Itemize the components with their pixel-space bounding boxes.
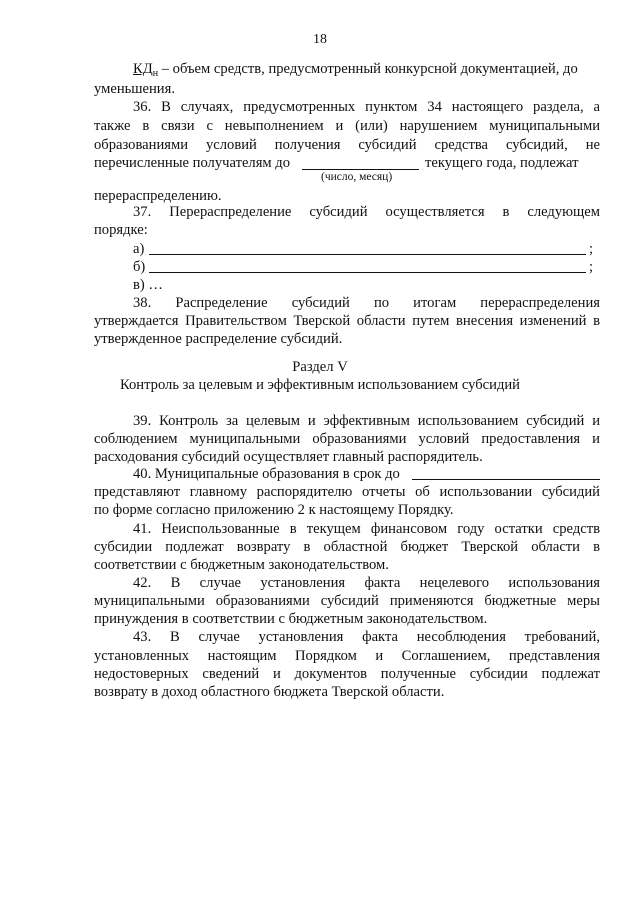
paragraph-38-line-2: утверждается Правительством Тверской области путем внесения изменений в xyxy=(94,313,600,329)
date-blank-line xyxy=(302,169,419,170)
paragraph-38-line-1: 38. Распределение субсидий по итогам перераспределения xyxy=(133,295,600,311)
paragraph-41-line-2: субсидии подлежат возврату в областной бюджет Тверской области в xyxy=(94,539,600,555)
kd-definition-line xyxy=(133,60,578,83)
deadline-blank-line xyxy=(412,479,600,480)
paragraph-41-line-3: соответствии с бюджетным законодательством. xyxy=(94,557,389,573)
paragraph-42-line-2: муниципальными образованиями субсидий применяются бюджетные меры xyxy=(94,593,600,609)
paragraph-36-line-1: 36. В случаях, предусмотренных пунктом 34 настоящего раздела, а xyxy=(133,99,600,115)
paragraph-36-line-3: образованиями условий получения субсидий средства субсидий, не xyxy=(94,137,600,153)
paragraph-36-line-4a: перечисленные получателям до xyxy=(94,155,291,171)
paragraph-43-line-4: возврату в доход областного бюджета Тверской области. xyxy=(94,684,445,700)
paragraph-38-line-3: утвержденное распределение субсидий. xyxy=(94,331,343,347)
item-a-blank-line xyxy=(149,254,586,255)
date-hint-label: (число, месяц) xyxy=(321,171,393,183)
paragraph-37-line-2: порядке: xyxy=(94,222,148,238)
paragraph-40-line-2: представляют главному распорядителю отчеты об использовании субсидий xyxy=(94,484,600,500)
kd-definition-line-2: уменьшения. xyxy=(94,81,175,97)
page-number: 18 xyxy=(313,32,327,47)
paragraph-39-line-1: 39. Контроль за целевым и эффективным использованием субсидий и xyxy=(133,413,600,429)
kd-definition-text: – объем средств, предусмотренный конкурсной документацией, до xyxy=(158,61,578,77)
item-b-semicolon: ; xyxy=(589,259,594,275)
paragraph-36-line-5: перераспределению. xyxy=(94,188,222,204)
item-a-semicolon: ; xyxy=(589,241,594,257)
section-title: Раздел V xyxy=(292,359,348,375)
item-b-blank-line xyxy=(149,272,586,273)
item-a-label: а) xyxy=(133,241,145,257)
paragraph-39-line-2: соблюдением муниципальными образованиями условий предоставления и xyxy=(94,431,600,447)
paragraph-36-line-2: также в связи с невыполнением и (или) нарушением муниципальными xyxy=(94,118,600,134)
paragraph-42-line-1: 42. В случае установления факта нецелевого использования xyxy=(133,575,600,591)
paragraph-36-line-4b: текущего года, подлежат xyxy=(425,155,579,171)
paragraph-39-line-3: расходования субсидий осуществляет главный распорядитель. xyxy=(94,449,483,465)
paragraph-40-line-1: 40. Муниципальные образования в срок до xyxy=(133,466,400,482)
paragraph-37-line-1: 37. Перераспределение субсидий осуществляется в следующем xyxy=(133,204,600,220)
kd-subscript: н xyxy=(152,68,159,79)
item-b-label: б) xyxy=(133,259,146,275)
section-subtitle: Контроль за целевым и эффективным использованием субсидий xyxy=(119,377,520,393)
paragraph-42-line-3: принуждения в соответствии с бюджетным законодательством. xyxy=(94,611,488,627)
paragraph-40-line-3: по форме согласно приложению 2 к настоящему Порядку. xyxy=(94,502,454,518)
item-v-label: в) … xyxy=(133,277,163,293)
paragraph-41-line-1: 41. Неиспользованные в текущем финансовом году остатки средств xyxy=(133,521,600,537)
paragraph-43-line-2: установленных настоящим Порядком и Соглашением, представления xyxy=(94,648,600,664)
paragraph-43-line-3: недостоверных сведений и документов полученные субсидии подлежат xyxy=(94,666,600,682)
kd-variable: КД xyxy=(133,61,153,77)
paragraph-43-line-1: 43. В случае установления факта несоблюдения требований, xyxy=(133,629,600,645)
